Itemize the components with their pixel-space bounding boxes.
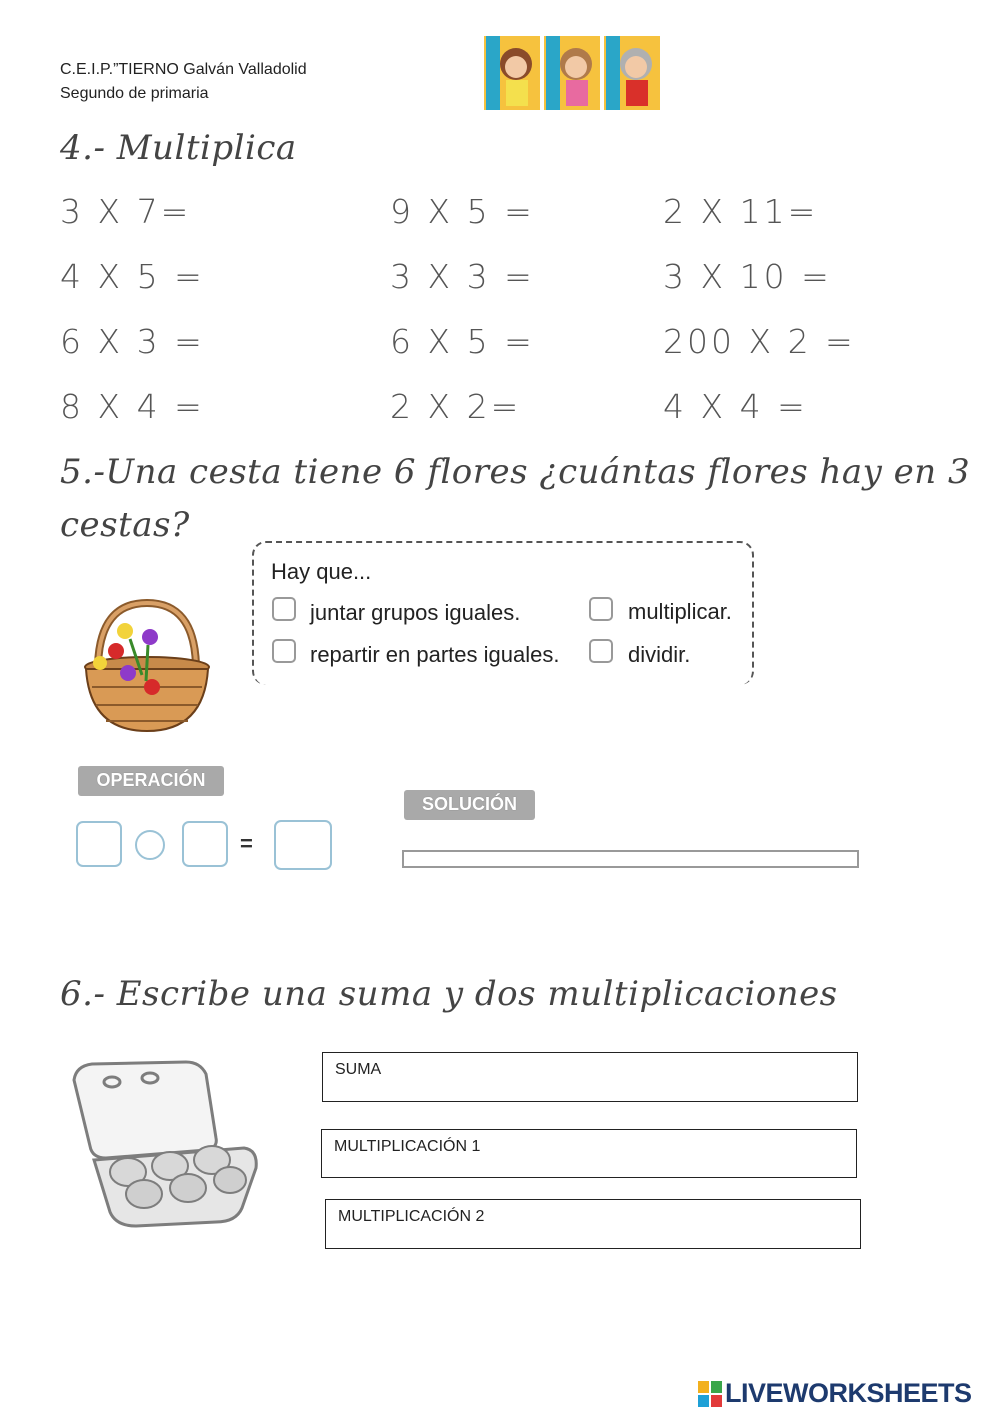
egg-icon [126,1180,162,1208]
section5-title-line1: 5.-Una cesta tiene 6 flores ¿cuántas flores hay en 3 [60,452,971,492]
problem-r3-c3: 200 X 2 = [663,322,856,361]
problem-r1-c2: 9 X 5 = [390,192,535,231]
checkbox-juntar[interactable] [272,597,296,621]
result-box[interactable] [274,820,332,870]
option-dividir-label: dividir. [628,642,691,667]
problem-r2-c1: 4 X 5 = [60,257,205,296]
grade-label: Segundo de primaria [60,85,209,102]
egg-icon [170,1174,206,1202]
option-juntar-label: juntar grupos iguales. [310,600,521,625]
teacher-portrait-2 [544,36,600,110]
option-repartir-label: repartir en partes iguales. [310,642,560,667]
operand2-box[interactable] [182,821,228,867]
solucion-tag: SOLUCIÓN [404,790,535,820]
option-multiplicar-label: multiplicar. [628,599,732,624]
flower-icon [93,656,107,670]
flower-icon [142,629,158,645]
suma-input[interactable] [322,1052,858,1102]
operacion-tag: OPERACIÓN [78,766,224,796]
problem-r2-c2: 3 X 3 = [390,257,535,296]
school-name: C.E.I.P.”TIERNO Galván Valladolid [60,61,307,78]
problem-r3-c2: 6 X 5 = [390,322,535,361]
liveworksheets-logo [698,1378,972,1409]
checkbox-repartir[interactable] [272,639,296,663]
section5-title-line2: cestas? [60,505,190,545]
problem-r1-c1: 3 X 7= [60,192,192,231]
operand1-box[interactable] [76,821,122,867]
problem-r4-c1: 8 X 4 = [60,387,205,426]
hay-que-label: Hay que... [271,559,372,584]
problem-r4-c2: 2 X 2= [390,387,522,426]
teachers-illustration [480,30,670,112]
egg-icon [214,1167,246,1193]
multiplicacion2-input[interactable] [325,1199,861,1249]
checkbox-dividir[interactable] [589,639,613,663]
liveworksheets-logo-icon [698,1381,722,1407]
teacher-portrait-3 [604,36,660,110]
multiplicacion1-label: MULTIPLICACIÓN 1 [334,1138,481,1155]
problem-r3-c1: 6 X 3 = [60,322,205,361]
liveworksheets-brand: LIVEWORKSHEETS [725,1378,972,1408]
teacher-portrait-1 [484,36,540,110]
multiplicacion2-label: MULTIPLICACIÓN 2 [338,1208,485,1225]
checkbox-multiplicar[interactable] [589,597,613,621]
problem-r4-c3: 4 X 4 = [663,387,808,426]
suma-label: SUMA [335,1061,382,1078]
flower-basket-illustration [80,595,215,735]
multiplicacion1-input[interactable] [321,1129,857,1178]
flower-icon [108,643,124,659]
operator-circle[interactable] [135,830,165,860]
problem-r2-c3: 3 X 10 = [663,257,832,296]
flower-icon [120,665,136,681]
flower-icon [117,623,133,639]
solucion-input[interactable] [402,850,859,868]
problem-r1-c3: 2 X 11= [663,192,819,231]
egg-carton-illustration [66,1058,262,1232]
section4-title: 4.- Multiplica [60,128,297,168]
section6-title: 6.- Escribe una suma y dos multiplicaciones [60,974,838,1014]
equals-sign: = [240,831,253,856]
flower-icon [144,679,160,695]
